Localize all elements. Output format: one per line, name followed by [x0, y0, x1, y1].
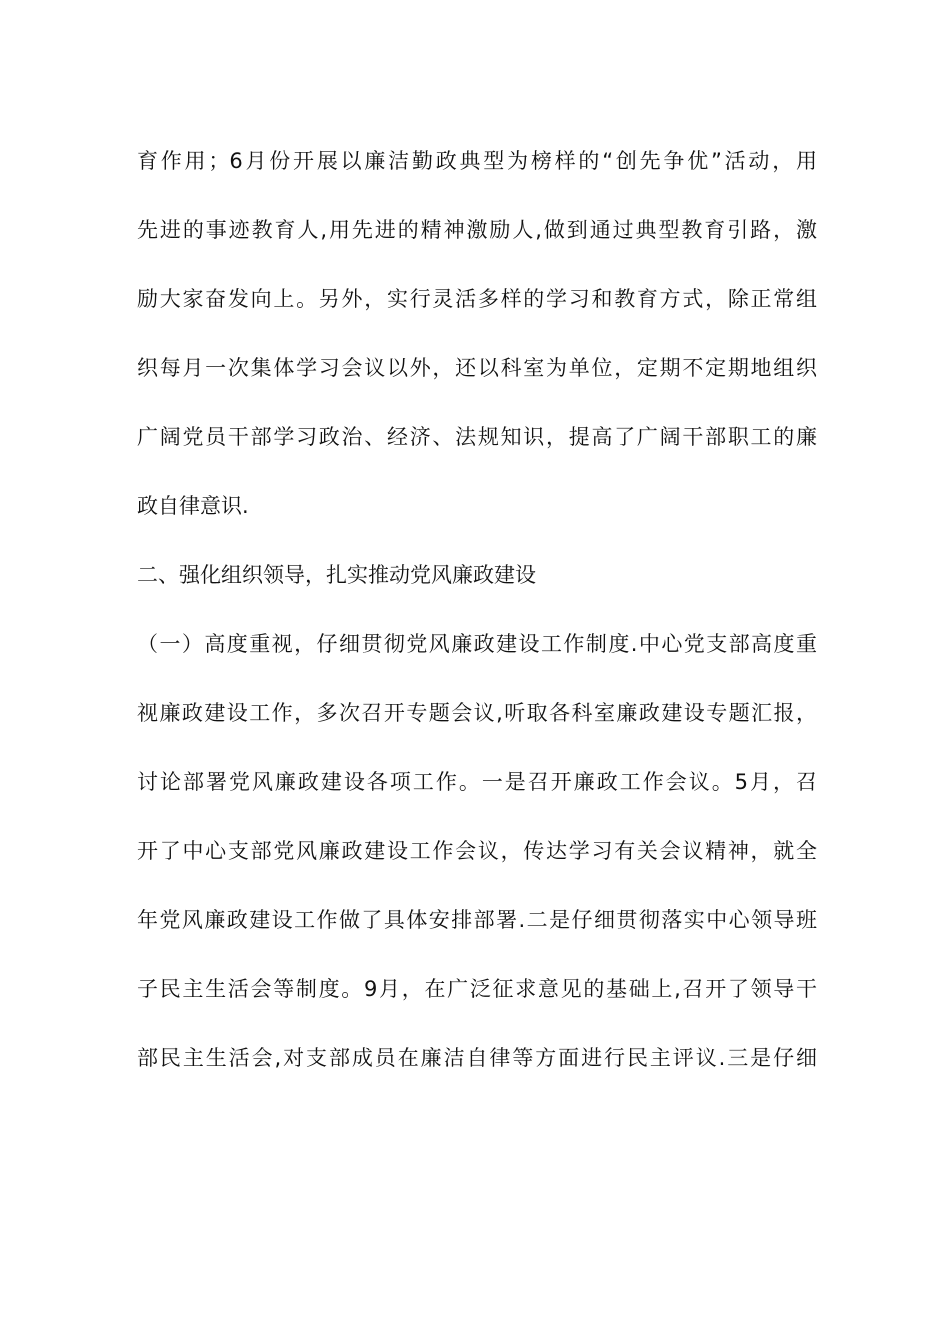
body-text-line: 开了中心支部党风廉政建设工作会议，传达学习有关会议精神，就全	[137, 839, 817, 863]
body-text-line: 部民主生活会,对支部成员在廉洁自律等方面进行民主评议.三是仔细	[137, 1046, 817, 1070]
body-text-line: 织每月一次集体学习会议以外，还以科室为单位，定期不定期地组织	[137, 356, 817, 380]
body-text-line: （一）高度重视，仔细贯彻党风廉政建设工作制度.中心党支部高度重	[137, 632, 817, 656]
section-heading: 二、强化组织领导，扎实推动党风廉政建设	[137, 563, 536, 587]
body-text-line: 讨论部署党风廉政建设各项工作。一是召开廉政工作会议。5月，召	[137, 770, 817, 794]
body-text-line: 广阔党员干部学习政治、经济、法规知识，提高了广阔干部职工的廉	[137, 425, 817, 449]
body-text-line: 视廉政建设工作，多次召开专题会议,听取各科室廉政建设专题汇报，	[137, 701, 817, 725]
body-text-line: 先进的事迹教育人,用先进的精神激励人,做到通过典型教育引路，激	[137, 218, 817, 242]
body-text-line: 政自律意识.	[137, 494, 249, 518]
body-text-line: 育作用；6月份开展以廉洁勤政典型为榜样的“创先争优”活动，用	[137, 149, 817, 173]
body-text-line: 励大家奋发向上。另外，实行灵活多样的学习和教育方式，除正常组	[137, 287, 817, 311]
body-text-line: 年党风廉政建设工作做了具体安排部署.二是仔细贯彻落实中心领导班	[137, 908, 817, 932]
body-text-line: 子民主生活会等制度。9月，在广泛征求意见的基础上,召开了领导干	[137, 977, 817, 1001]
